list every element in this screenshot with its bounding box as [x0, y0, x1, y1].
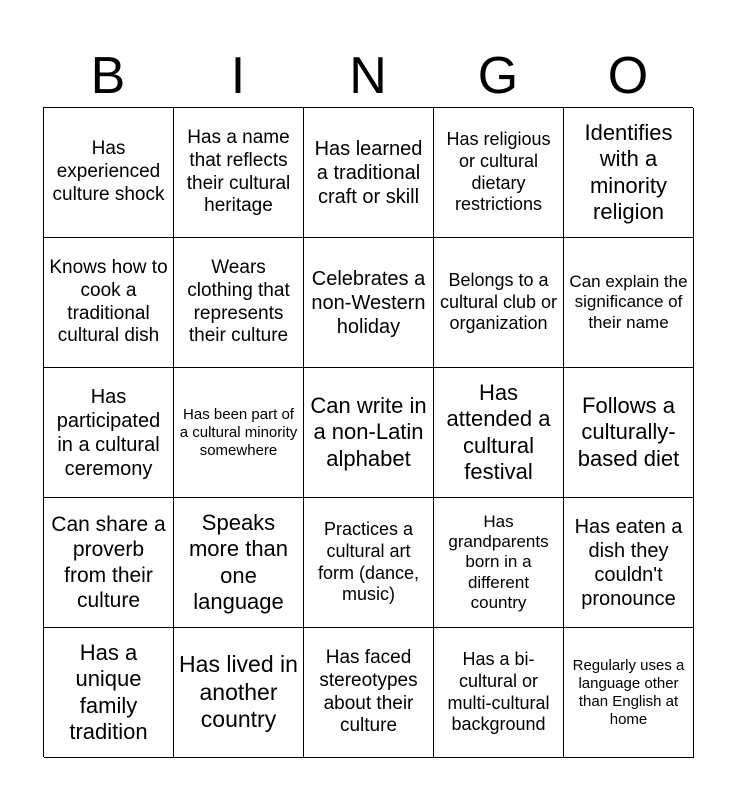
- bingo-board: [43, 107, 693, 757]
- header-letter-g: G: [477, 47, 519, 105]
- bingo-cell[interactable]: Has faced stereotypes about their culture: [304, 628, 434, 758]
- bingo-cell[interactable]: Regularly uses a language other than English at home: [564, 628, 694, 758]
- header-letter-i: I: [230, 47, 246, 105]
- bingo-cell[interactable]: Has a bi-cultural or multi-cultural background: [434, 628, 564, 758]
- bingo-cell[interactable]: Has participated in a cultural ceremony: [44, 368, 174, 498]
- bingo-cell[interactable]: Can write in a non-Latin alphabet: [304, 368, 434, 498]
- bingo-cell[interactable]: Speaks more than one language: [174, 498, 304, 628]
- bingo-cell[interactable]: Has eaten a dish they couldn't pronounce: [564, 498, 694, 628]
- bingo-header: [43, 44, 693, 108]
- bingo-cell[interactable]: Has religious or cultural dietary restrictions: [434, 108, 564, 238]
- bingo-cell[interactable]: Has attended a cultural festival: [434, 368, 564, 498]
- bingo-cell[interactable]: Can explain the significance of their name: [564, 238, 694, 368]
- bingo-cell[interactable]: Follows a culturally-based diet: [564, 368, 694, 498]
- bingo-cell[interactable]: Has a name that reflects their cultural heritage: [174, 108, 304, 238]
- bingo-cell[interactable]: Belongs to a cultural club or organization: [434, 238, 564, 368]
- bingo-cell[interactable]: Has experienced culture shock: [44, 108, 174, 238]
- bingo-cell[interactable]: Has lived in another country: [174, 628, 304, 758]
- bingo-cell[interactable]: Identifies with a minority religion: [564, 108, 694, 238]
- bingo-cell[interactable]: Wears clothing that represents their culture: [174, 238, 304, 368]
- bingo-cell[interactable]: Knows how to cook a traditional cultural dish: [44, 238, 174, 368]
- bingo-cell[interactable]: Has grandparents born in a different country: [434, 498, 564, 628]
- bingo-cell[interactable]: Has a unique family tradition: [44, 628, 174, 758]
- bingo-cell[interactable]: Has learned a traditional craft or skill: [304, 108, 434, 238]
- bingo-cell[interactable]: Celebrates a non-Western holiday: [304, 238, 434, 368]
- bingo-cell[interactable]: Practices a cultural art form (dance, music): [304, 498, 434, 628]
- bingo-cell[interactable]: Has been part of a cultural minority somewhere: [174, 368, 304, 498]
- header-letter-o: O: [607, 47, 649, 105]
- header-letter-n: N: [349, 47, 387, 105]
- bingo-cell[interactable]: Can share a proverb from their culture: [44, 498, 174, 628]
- header-letter-b: B: [90, 47, 126, 105]
